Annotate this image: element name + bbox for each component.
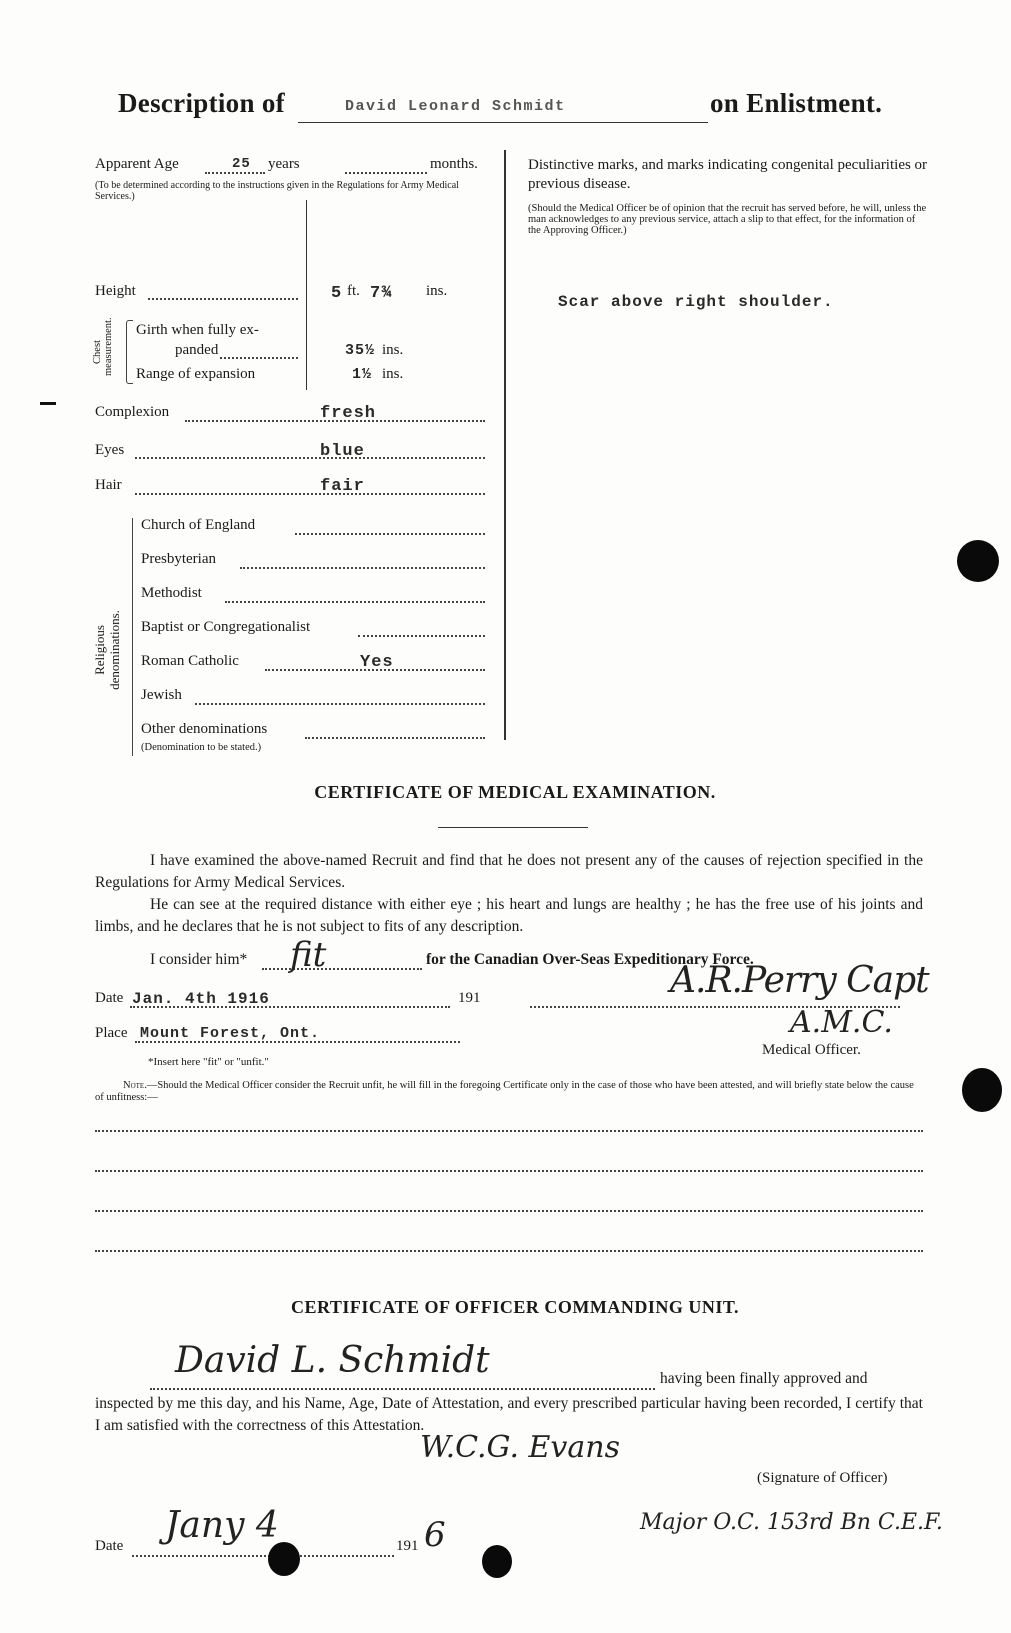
rank-note: Major O.C. 153rd Bn C.E.F. [640, 1510, 943, 1535]
commanding-year-digit: 6 [424, 1515, 446, 1555]
commanding-date-value: Jany 4 [165, 1505, 279, 1546]
note-label: Note. [123, 1080, 147, 1091]
medical-officer-signature: A.R.Perry Capt [670, 960, 929, 1001]
medical-para-2: He can see at the required distance with either eye ; his heart and lungs are healthy ; he has the free use of his joints and limbs, and he declares that he is not subject to fits of any description. [95, 896, 923, 935]
medical-rule [438, 827, 588, 828]
eyes-value: blue [320, 442, 365, 461]
force-label: for the Canadian Over-Seas Expeditionary Force. [426, 951, 754, 968]
age-value: 25 [232, 156, 251, 172]
medical-heading: CERTIFICATE OF MEDICAL EXAMINATION. [314, 782, 716, 802]
distinctive-marks-note: (Should the Medical Officer be of opinion that the recruit has served before, he will, unless the man acknowledges to any previous service, attach a slip to that effect, for the information of the Approving Officer.) [528, 203, 927, 236]
religion-label-4: Roman Catholic [141, 653, 239, 669]
punch-hole-2 [962, 1068, 1002, 1112]
medical-year-prefix: 191 [458, 990, 481, 1006]
religion-dots-0 [295, 533, 485, 535]
unfit-line-4 [95, 1250, 923, 1252]
recruit-name: David Leonard Schmidt [345, 98, 566, 115]
age-label: Apparent Age [95, 156, 179, 172]
religion-label-1: Presbyterian [141, 551, 216, 567]
chest-side-label: Chest measurement. [92, 317, 114, 376]
column-divider [504, 150, 506, 740]
commanding-year-prefix: 191 [396, 1538, 419, 1554]
place-value: Mount Forest, Ont. [140, 1025, 321, 1042]
eyes-label: Eyes [95, 442, 125, 458]
insert-note: *Insert here "fit" or "unfit." [148, 1056, 269, 1068]
range-label: Range of expansion [136, 366, 256, 382]
ins-label-height: ins. [426, 283, 448, 299]
height-in-value: 7¾ [370, 284, 393, 303]
height-dots [148, 298, 298, 300]
commanding-para: inspected by me this day, and his Name, Age, Date of Attestation, and every prescribed particular having been recorded, I certify that I am satisfied with the correctness of this Attestation. [95, 1395, 923, 1434]
height-label: Height [95, 283, 136, 299]
distinctive-marks-value: Scar above right shoulder. [558, 293, 834, 311]
religion-dots-3 [358, 635, 485, 637]
months-dots [345, 172, 427, 174]
measure-divider [306, 200, 307, 390]
height-ft-value: 5 [331, 284, 343, 303]
hair-dots [135, 493, 485, 495]
religion-label-3: Baptist or Congregationalist [141, 619, 311, 635]
unfit-line-1 [95, 1130, 923, 1132]
punch-hole-3 [268, 1542, 300, 1576]
note-text: —Should the Medical Officer consider the Recruit unfit, he will fill in the foregoing Certificate only in the case of those who have been attested, and will briefly state below the cause of unfitness:— [95, 1080, 914, 1103]
ft-label: ft. [347, 283, 360, 299]
medical-note [95, 1080, 923, 1104]
approved-text: having been finally approved and [660, 1370, 868, 1387]
commanding-date-label: Date [95, 1538, 124, 1554]
medical-officer-label: Medical Officer. [762, 1042, 861, 1058]
complexion-label: Complexion [95, 404, 170, 420]
range-value: 1½ [352, 366, 373, 383]
consider-value: fit [290, 935, 327, 975]
recruit-signature: David L. Schmidt [175, 1340, 490, 1381]
religion-label-2: Methodist [141, 585, 202, 601]
ins-label-girth: ins. [382, 342, 404, 358]
eyes-dots [135, 457, 485, 459]
religion-label-0: Church of England [141, 517, 256, 533]
religion-value-4: Yes [360, 653, 394, 672]
margin-mark [40, 402, 56, 405]
place-label: Place [95, 1025, 128, 1041]
commanding-officer-signature: W.C.G. Evans [420, 1430, 620, 1465]
title-prefix: Description of [118, 88, 285, 118]
medical-officer-signature-2: A.M.C. [790, 1005, 893, 1040]
unfit-line-3 [95, 1210, 923, 1212]
punch-hole-1 [957, 540, 999, 582]
medical-para-1: I have examined the above-named Recruit and find that he does not present any of the causes of rejection specified in the Regulations for Army Medical Services. [95, 852, 923, 891]
consider-dots [262, 968, 422, 970]
religion-label-6: Other denominations [141, 721, 268, 737]
religion-dots-6 [305, 737, 485, 739]
officer-sig-label: (Signature of Officer) [757, 1470, 888, 1486]
age-dots [205, 172, 265, 174]
medical-date-label: Date [95, 990, 124, 1006]
name-underline [298, 122, 708, 123]
months-label: months. [430, 156, 478, 172]
religion-label-5: Jewish [141, 687, 182, 703]
complexion-value: fresh [320, 404, 377, 423]
age-note: (To be determined according to the instructions given in the Regulations for Army Medical Services.) [95, 180, 459, 202]
girth-label-1: Girth when fully ex- [136, 322, 259, 338]
girth-dots [220, 357, 298, 359]
medical-date-value: Jan. 4th 1916 [132, 990, 270, 1008]
religion-side-label: Religious denominations. [92, 610, 122, 690]
hair-label: Hair [95, 477, 122, 493]
punch-hole-4 [482, 1545, 512, 1578]
distinctive-marks-heading: Distinctive marks, and marks indicating congenital peculiarities or previous disease. [528, 157, 928, 192]
religion-brace [132, 518, 138, 756]
title-suffix: on Enlistment. [710, 88, 883, 118]
commanding-date-dots [132, 1555, 394, 1557]
consider-label: I consider him* [150, 951, 248, 968]
religion-dots-2 [225, 601, 485, 603]
ins-label-range: ins. [382, 366, 404, 382]
religion-dots-5 [195, 703, 485, 705]
unfit-line-2 [95, 1170, 923, 1172]
recruit-sig-dots [150, 1388, 655, 1390]
denomination-note: (Denomination to be stated.) [141, 742, 262, 753]
religion-dots-1 [240, 567, 485, 569]
hair-value: fair [320, 477, 365, 496]
years-label: years [268, 156, 300, 172]
commanding-heading: CERTIFICATE OF OFFICER COMMANDING UNIT. [290, 1297, 740, 1317]
girth-label-2: panded [175, 342, 219, 358]
chest-brace [126, 320, 133, 384]
girth-value: 35½ [345, 342, 376, 359]
